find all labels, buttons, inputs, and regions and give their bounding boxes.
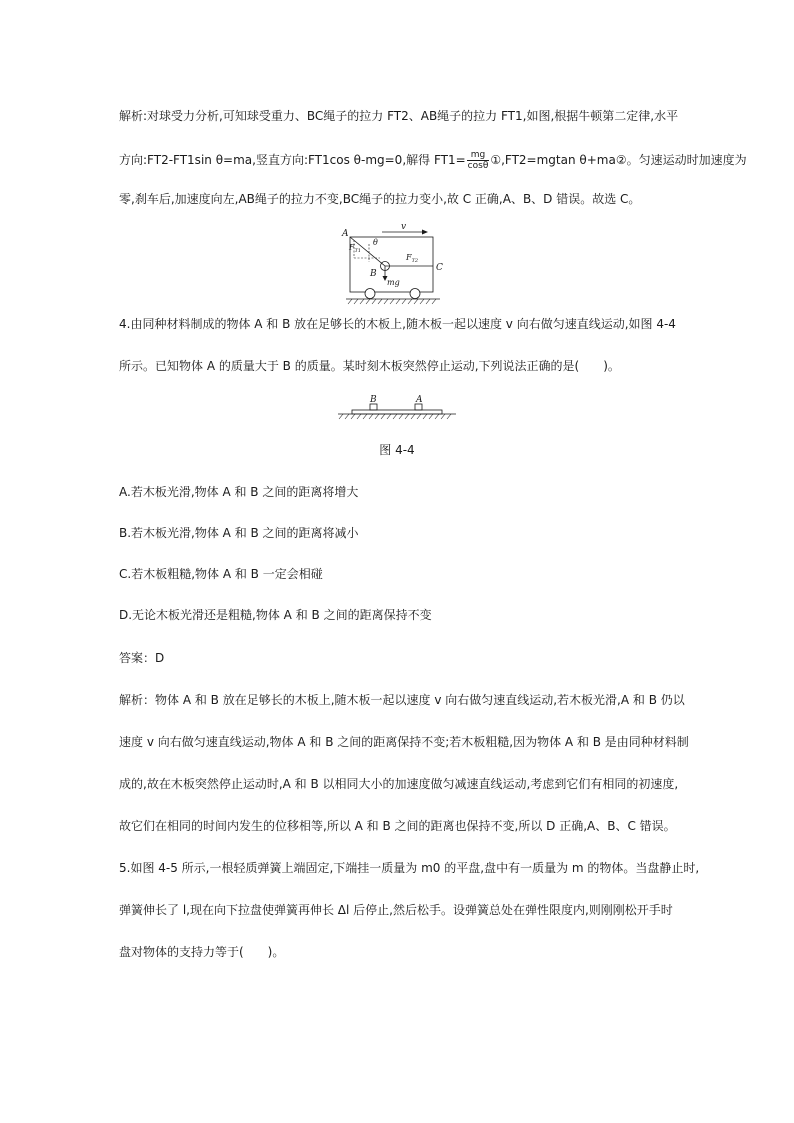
q4-analysis-line-2: 速度 v 向右做匀速直线运动,物体 A 和 B 之间的距离保持不变;若木板粗糙,因为物体 A 和 B 是由同种材料制 (119, 735, 689, 749)
fraction-denominator: cosθ (467, 161, 489, 171)
q4-analysis-line-3: 成的,故在木板突然停止运动时,A 和 B 以相同大小的加速度做匀减速直线运动,考虑到它们有相同的初速度, (119, 777, 679, 791)
force-t2-f: F (406, 253, 412, 262)
point-c-label: C (436, 263, 443, 273)
fraction-mg-over-cos (467, 150, 490, 171)
block-a-label: A (416, 395, 423, 405)
q3-analysis-line-2 (119, 150, 747, 171)
q4-stem-line-2: 所示。已知物体 A 的质量大于 B 的质量。某时刻木板突然停止运动,下列说法正确的是( )。 (119, 359, 620, 373)
gravity-mg-label: mg (387, 278, 400, 287)
option-c: C.若木板粗糙,物体 A 和 B 一定会相碰 (119, 567, 323, 581)
q3-analysis-line-1: 解析:对球受力分析,可知球受重力、BC绳子的拉力 FT2、AB绳子的拉力 FT1,如图,根据牛顿第二定律,水平 (119, 109, 679, 123)
q3-analysis-line-2-end: ①,FT2=mgtan θ+ma②。匀速运动时加速度为 (490, 153, 747, 167)
board-blocks-diagram (336, 392, 458, 424)
cart-force-diagram (340, 218, 452, 306)
option-d: D.无论木板光滑还是粗糙,物体 A 和 B 之间的距离保持不变 (119, 608, 432, 622)
velocity-label: v (401, 222, 407, 232)
q4-stem-line-1: 4.由同种材料制成的物体 A 和 B 放在足够长的木板上,随木板一起以速度 v 向右做匀速直线运动,如图 4-4 (119, 317, 676, 331)
option-b: B.若木板光滑,物体 A 和 B 之间的距离将减小 (119, 526, 359, 540)
q4-analysis-line-1: 解析：物体 A 和 B 放在足够长的木板上,随木板一起以速度 v 向右做匀速直线运动,若木板光滑,A 和 B 仍以 (119, 693, 685, 707)
angle-theta-label: θ (373, 238, 378, 247)
point-a-label: A (342, 229, 349, 239)
q5-stem-line-2: 弹簧伸长了 l,现在向下拉盘使弹簧再伸长 Δl 后停止,然后松手。设弹簧总处在弹性限度内,则刚刚松开手时 (119, 903, 673, 917)
force-t1-subscript: T1 (354, 248, 362, 254)
q4-answer: 答案：D (119, 651, 165, 665)
q4-analysis-line-4: 故它们在相同的时间内发生的位移相等,所以 A 和 B 之间的距离也保持不变,所以 D 正确,A、B、C 错误。 (119, 819, 676, 833)
block-b-label: B (370, 395, 377, 405)
q5-stem-line-3: 盘对物体的支持力等于( )。 (119, 945, 285, 959)
fraction-numerator: mg (467, 150, 490, 161)
force-t1-f: F (349, 243, 355, 252)
q5-stem-line-1: 5.如图 4-5 所示,一根轻质弹簧上端固定,下端挂一质量为 m0 的平盘,盘中有一质量为 m 的物体。当盘静止时, (119, 861, 700, 875)
force-t2-subscript: T2 (411, 258, 419, 264)
q3-analysis-line-3: 零,刹车后,加速度向左,AB绳子的拉力不变,BC绳子的拉力变小,故 C 正确,A、B、D 错误。故选 C。 (119, 192, 641, 206)
point-b-label: B (370, 269, 377, 279)
option-a: A.若木板光滑,物体 A 和 B 之间的距离将增大 (119, 485, 359, 499)
q3-analysis-line-2-start: 方向:FT2-FT1sin θ=ma,竖直方向:FT1cos θ-mg=0,解得 FT1= (119, 153, 466, 167)
figure-4-4-caption: 图 4-4 (379, 443, 415, 457)
force-t2-label (405, 253, 418, 264)
